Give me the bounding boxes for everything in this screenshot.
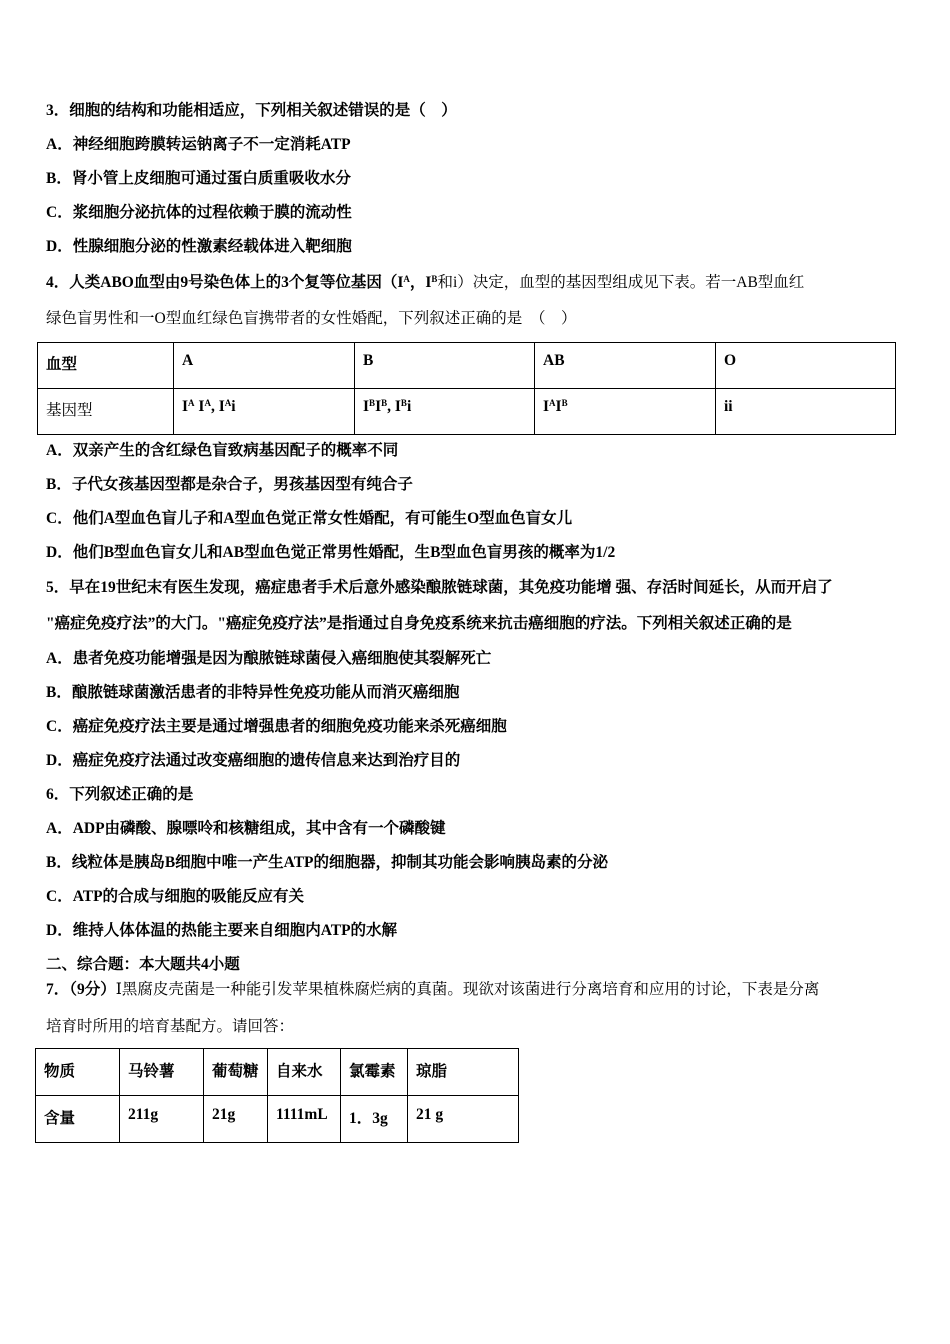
q4-stem-part-c: 和i）决定，血型的基因型组成见下表。若一AB型血红 xyxy=(437,274,805,291)
table-row-label: 基因型 xyxy=(38,389,174,435)
table-cell: 211g xyxy=(120,1096,204,1143)
q5-option-c: C．癌症免疫疗法主要是通过增强患者的细胞免疫功能来杀死癌细胞 xyxy=(46,718,507,735)
q6-option-d: D．维持人体体温的热能主要来自细胞内ATP的水解 xyxy=(46,922,398,939)
table-header-cell: 马铃薯 xyxy=(120,1049,204,1096)
q4-option-c: C．他们A型血色盲儿子和A型血色觉正常女性婚配，有可能生O型血色盲女儿 xyxy=(46,510,573,527)
q4-sup-b: B xyxy=(431,274,438,284)
q6-option-c: C．ATP的合成与细胞的吸能反应有关 xyxy=(46,888,305,905)
q5-stem-line1: 5．早在19世纪末有医生发现，癌症患者手术后意外感染酿脓链球菌，其免疫功能增 强、存活时间延长，从而开启了 xyxy=(46,579,833,596)
q4-option-d: D．他们B型血色盲女儿和AB型血色觉正常男性婚配，生B型血色盲男孩的概率为1/2 xyxy=(46,544,616,561)
table-cell: 1111mL xyxy=(268,1096,341,1143)
table-header-cell: 琼脂 xyxy=(408,1049,519,1096)
q4-option-a: A．双亲产生的含红绿色盲致病基因配子的概率不同 xyxy=(46,442,399,459)
q3-option-c: C．浆细胞分泌抗体的过程依赖于膜的流动性 xyxy=(46,204,352,221)
q6-option-a: A．ADP由磷酸、腺嘌呤和核糖组成，其中含有一个磷酸键 xyxy=(46,820,446,837)
q7-stem-line2: 培育时所用的培育基配方。请回答： xyxy=(46,1018,295,1035)
table-cell: 21 g xyxy=(408,1096,519,1143)
q3-option-a: A．神经细胞跨膜转运钠离子不一定消耗ATP xyxy=(46,136,351,153)
q7-stem-text: Ⅰ黑腐皮壳菌是一种能引发苹果植株腐烂病的真菌。现欲对该菌进行分离培育和应用的讨论，下表是分离 xyxy=(115,981,820,998)
table-cell: 含量 xyxy=(36,1096,120,1143)
q3-stem: 3．细胞的结构和功能相适应，下列相关叙述错误的是（ ） xyxy=(46,102,457,119)
q3-option-b: B．肾小管上皮细胞可通过蛋白质重吸收水分 xyxy=(46,170,351,187)
table-header-cell: O xyxy=(716,343,896,389)
table-cell: 21g xyxy=(204,1096,268,1143)
medium-table xyxy=(35,1048,519,1143)
q5-stem-line2: "癌症免疫疗法”的大门。"癌症免疫疗法”是指通过自身免疫系统来抗击癌细胞的疗法。下列相关叙述正确的是 xyxy=(46,615,792,632)
table-header-cell: B xyxy=(355,343,535,389)
table-header-cell: 血型 xyxy=(38,343,174,389)
q7-stem-line1 xyxy=(46,980,819,1000)
q4-stem-line2: 绿色盲男性和一O型血红绿色盲携带者的女性婚配，下列叙述正确的是 （ ） xyxy=(46,310,577,327)
q4-option-b: B．子代女孩基因型都是杂合子，男孩基因型有纯合子 xyxy=(46,476,413,493)
table-row xyxy=(36,1049,519,1096)
table-header-cell: 物质 xyxy=(36,1049,120,1096)
q4-sup-a: A xyxy=(403,274,410,284)
section-heading: 二、综合题：本大题共4小题 xyxy=(46,956,240,973)
q3-option-d: D．性腺细胞分泌的性激素经载体进入靶细胞 xyxy=(46,238,352,255)
table-header-cell: 自来水 xyxy=(268,1049,341,1096)
table-cell: 1．3g xyxy=(341,1096,408,1143)
blood-type-table xyxy=(37,342,896,435)
q5-option-d: D．癌症免疫疗法通过改变癌细胞的遗传信息来达到治疗目的 xyxy=(46,752,461,769)
genotype-cell-ab: $I^AI^B$ xyxy=(535,389,716,435)
q6-stem: 6．下列叙述正确的是 xyxy=(46,786,194,803)
genotype-cell-o: ii xyxy=(716,389,896,435)
q4-stem-part-a: 4．人类ABO血型由9号染色体上的3个复等位基因（I xyxy=(46,274,404,291)
genotype-cell-a: $I^A$ $I^A$, $I^Ai$ xyxy=(174,389,355,435)
q5-option-b: B．酿脓链球菌激活患者的非特异性免疫功能从而消灭癌细胞 xyxy=(46,684,460,701)
table-row xyxy=(38,389,896,435)
genotype-cell-b: $I^BI^B$, $I^Bi$ xyxy=(355,389,535,435)
table-header-cell: 葡萄糖 xyxy=(204,1049,268,1096)
table-header-cell: AB xyxy=(535,343,716,389)
table-header-cell: 氯霉素 xyxy=(341,1049,408,1096)
q5-option-a: A．患者免疫功能增强是因为酿脓链球菌侵入癌细胞使其裂解死亡 xyxy=(46,650,492,667)
q6-option-b: B．线粒体是胰岛B细胞中唯一产生ATP的细胞器，抑制其功能会影响胰岛素的分泌 xyxy=(46,854,609,871)
q4-stem-line1 xyxy=(46,273,804,293)
table-row xyxy=(38,343,896,389)
table-row xyxy=(36,1096,519,1143)
q4-stem-part-b: ，I xyxy=(409,274,432,291)
table-header-cell: A xyxy=(174,343,355,389)
q7-prefix: 7．（9分） xyxy=(46,981,116,998)
